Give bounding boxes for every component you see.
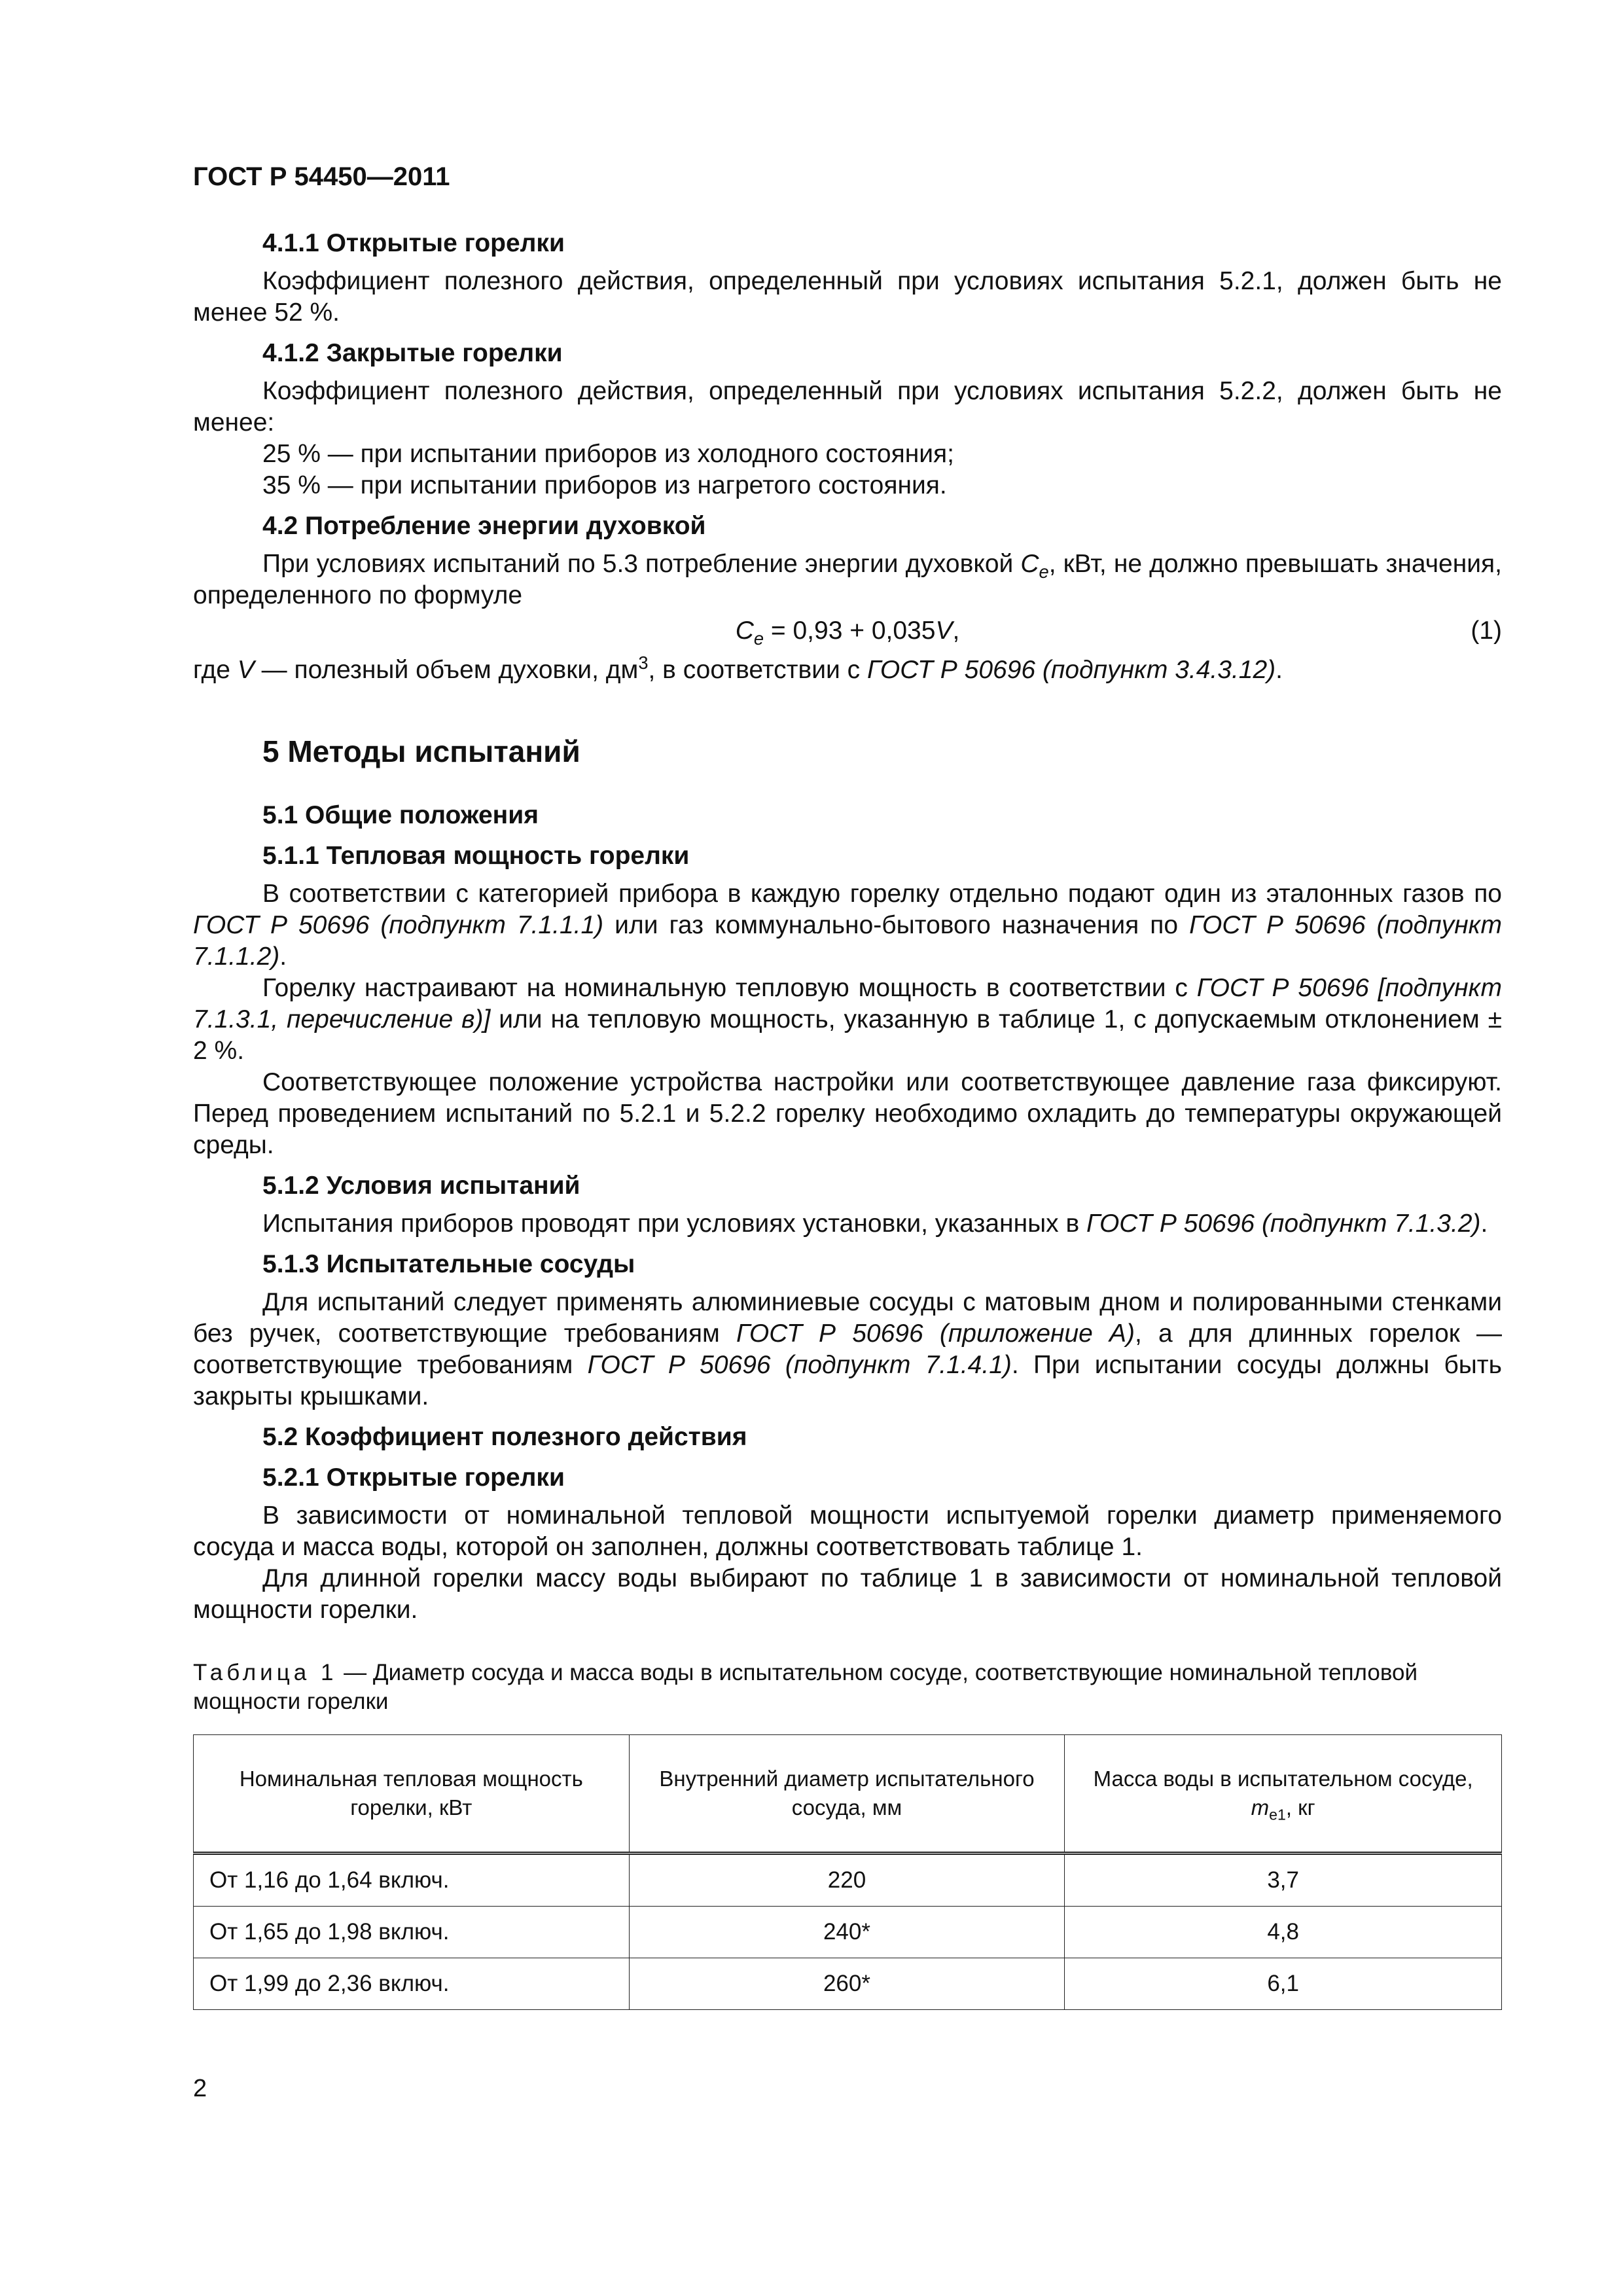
paragraph-5-1-1-a: В соответствии с категорией прибора в каждую горелку отдельно подают один из эталонных газов по ГОСТ Р 50696 (подпункт 7.1.1.1) или газ коммунально-бытового назначения по ГОСТ Р 50696 (подпункт 7.1.1.2). <box>193 880 1502 971</box>
heading-5-2-1: 5.2.1 Открытые горелки <box>262 1463 565 1492</box>
column-header-power: Номинальная тепловая мощность горелки, кВт <box>194 1735 630 1854</box>
paragraph-5-1-1-c: Соответствующее положение устройства настройки или соответствующее давление газа фиксируют. Перед проведением испытаний по 5.2.1 и 5.2.2 горелку необходимо охладить до температуры окружающей среды. <box>193 1068 1502 1159</box>
cell-diameter: 240* <box>629 1907 1065 1958</box>
page-number: 2 <box>193 2075 207 2102</box>
column-header-mass: Масса воды в испытательном сосуде, $m_{e1}$, кг <box>1065 1735 1502 1854</box>
cell-mass: 4,8 <box>1065 1907 1502 1958</box>
page-content <box>193 228 1502 2010</box>
heading-5-1: 5.1 Общие положения <box>262 801 539 829</box>
paragraph-5-1-2: Испытания приборов проводят при условиях установки, указанных в ГОСТ Р 50696 (подпункт 7.1.3.2). <box>262 1210 1488 1238</box>
formula-expression: $C_e = 0,93 + 0,035V$, <box>735 617 960 649</box>
list-item-hot: 35 % — при испытании приборов из нагретого состояния. <box>262 471 947 499</box>
formula-number: (1) <box>1471 617 1502 645</box>
list-item-cold: 25 % — при испытании приборов из холодного состояния; <box>262 440 954 468</box>
paragraph-5-2-1-a: В зависимости от номинальной тепловой мощности испытуемой горелки диаметр применяемого сосуда и масса воды, которой он заполнен, должны соответствовать таблице 1. <box>193 1501 1502 1561</box>
document-page <box>193 0 1502 2296</box>
heading-5-1-3: 5.1.3 Испытательные сосуды <box>262 1250 635 1278</box>
paragraph-4-1-2: Коэффициент полезного действия, определенный при условиях испытания 5.2.2, должен быть не менее: <box>193 377 1502 437</box>
table-1 <box>193 1734 1502 2010</box>
cell-mass: 3,7 <box>1065 1854 1502 1907</box>
heading-5: 5 Методы испытаний <box>262 734 580 768</box>
table-row <box>194 1907 1502 1958</box>
formula-where: где V — полезный объем духовки, $дм^3$, в соответствии с ГОСТ Р 50696 (подпункт 3.4.3.12). <box>193 653 1283 684</box>
table-row <box>194 1854 1502 1907</box>
cell-diameter: 260* <box>629 1958 1065 2010</box>
paragraph-5-2-1-b: Для длинной горелки массу воды выбирают по таблице 1 в зависимости от номинальной тепловой мощности горелки. <box>193 1564 1502 1624</box>
table-caption: Таблица 1 — Диаметр сосуда и масса воды в испытательном сосуде, соответствующие номинальной тепловой мощности горелки <box>193 1660 1418 1714</box>
paragraph-4-2: При условиях испытаний по 5.3 потребление энергии духовкой $C_e$, кВт, не должно превышать значения, определенного по формуле <box>193 550 1502 609</box>
paragraph-5-1-3: Для испытаний следует применять алюминиевые сосуды с матовым дном и полированными стенками без ручек, соответствующие требованиям ГОСТ Р 50696 (приложение А), а для длинных горелок — соответствующие требованиям ГОСТ Р 50696 (подпункт 7.1.4.1). При испытании сосуды должны быть закрыты крышками. <box>193 1288 1502 1410</box>
formula-1 <box>193 615 1502 655</box>
heading-4-1-1: 4.1.1 Открытые горелки <box>262 229 565 257</box>
paragraph-4-1-1: Коэффициент полезного действия, определенный при условиях испытания 5.2.1, должен быть не менее 52 %. <box>193 267 1502 327</box>
running-header: ГОСТ Р 54450—2011 <box>193 162 450 191</box>
table-header-row <box>194 1735 1502 1854</box>
cell-power: От 1,16 до 1,64 включ. <box>194 1854 630 1907</box>
cell-mass: 6,1 <box>1065 1958 1502 2010</box>
heading-4-1-2: 4.1.2 Закрытые горелки <box>262 339 563 367</box>
table-row <box>194 1958 1502 2010</box>
paragraph-5-1-1-b: Горелку настраивают на номинальную тепловую мощность в соответствии с ГОСТ Р 50696 [подпункт 7.1.3.1, перечисление в)] или на тепловую мощность, указанную в таблице 1, с допускаемым отклонением ± 2 %. <box>193 974 1502 1065</box>
heading-4-2: 4.2 Потребление энергии духовкой <box>262 512 706 540</box>
cell-power: От 1,65 до 1,98 включ. <box>194 1907 630 1958</box>
cell-power: От 1,99 до 2,36 включ. <box>194 1958 630 2010</box>
heading-5-1-1: 5.1.1 Тепловая мощность горелки <box>262 842 690 870</box>
column-header-diameter: Внутренний диаметр испытательного сосуда, мм <box>629 1735 1065 1854</box>
heading-5-2: 5.2 Коэффициент полезного действия <box>262 1423 747 1451</box>
heading-5-1-2: 5.1.2 Условия испытаний <box>262 1172 580 1200</box>
cell-diameter: 220 <box>629 1854 1065 1907</box>
